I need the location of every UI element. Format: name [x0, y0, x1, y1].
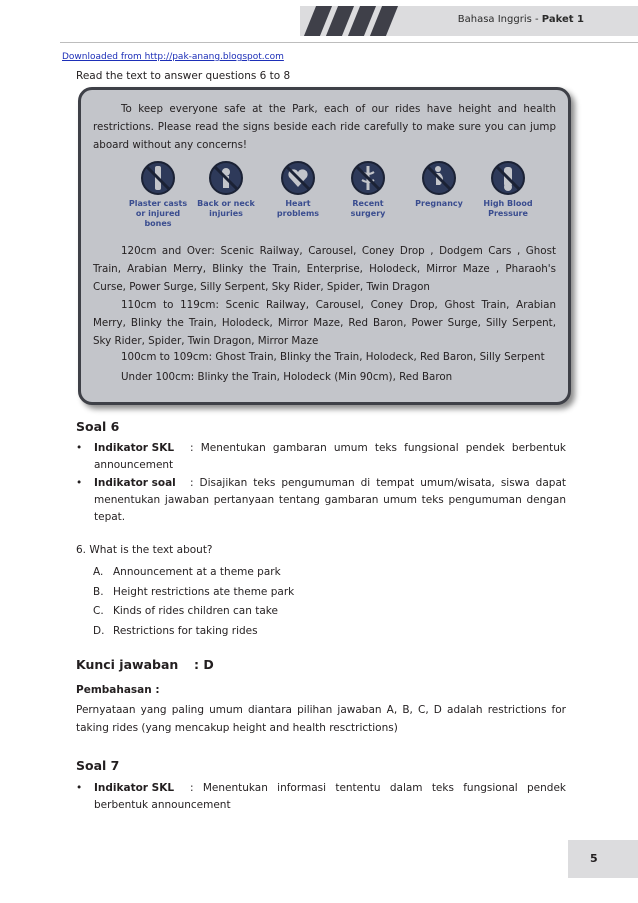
question-text: 6. What is the text about? [76, 544, 213, 556]
icon-caption: Back or neck injuries [197, 199, 255, 218]
page-number: 5 [590, 852, 598, 865]
icon-caption: Recent surgery [350, 199, 386, 218]
restriction-icons [123, 160, 543, 230]
soal7-title: Soal 7 [76, 758, 120, 773]
icon-item-pregnancy [404, 160, 474, 209]
notice-paragraph-110: 110cm to 119cm: Scenic Railway, Carousel, Coney Drop, Ghost Train, Arabian Merry, Blinky the Train, Holodeck, Mirror Maze, Red Baron, Power Surge, Silly Serpent, Sky Rider, Spider, Twin Dragon, Mirror Maze [93, 299, 556, 347]
icon-item-heart [263, 160, 333, 219]
header-paket: Paket 1 [541, 14, 584, 25]
pregnancy-icon [421, 160, 457, 196]
kunci-value: : D [194, 657, 214, 672]
icon-caption: Heart problems [276, 199, 320, 218]
soal6-indikator-soal [76, 475, 566, 527]
download-link[interactable]: Downloaded from http://pak-anang.blogspot.com [62, 52, 284, 62]
header-subject: Bahasa Inggris - [457, 14, 542, 25]
plaster-cast-icon [140, 160, 176, 196]
pembahasan-text: Pernyataan yang paling umum diantara pilihan jawaban A, B, C, D adalah restrictions for taking rides (yang mencakup height and health resctrictions) [76, 704, 566, 734]
bullet: • [76, 477, 83, 489]
icon-item-neck [191, 160, 261, 219]
icon-caption: Pregnancy [415, 199, 463, 208]
header-divider [60, 42, 638, 43]
kunci-jawaban [76, 657, 214, 672]
heart-icon [280, 160, 316, 196]
soal6-indikator-skl [76, 440, 566, 476]
notice-paragraph-under100: Under 100cm: Blinky the Train, Holodeck (Min 90cm), Red Baron [121, 371, 453, 383]
indikator-text: Indikator SKL : Menentukan informasi tententu dalam teks fungsional pendek berbentuk announcement [94, 782, 566, 811]
indikator-text: Indikator soal : Disajikan teks pengumuman di tempat umum/wisata, siswa dapat menentukan jawaban pertanyaan tentang gambaran umum teks pengumuman dengan tepat. [94, 477, 566, 523]
option-c[interactable]: C. Kinds of rides children can take [93, 605, 278, 617]
notice-intro: To keep everyone safe at the Park, each of our rides have height and health restrictions. Please read the signs beside each ride carefully to make sure you can jump aboard without any concerns! [93, 103, 556, 151]
icon-item-plaster [123, 160, 193, 229]
instruction: Read the text to answer questions 6 to 8 [76, 70, 291, 82]
kunci-label: Kunci jawaban [76, 657, 179, 672]
icon-item-blood-pressure [473, 160, 543, 219]
blood-pressure-icon [490, 160, 526, 196]
indikator-text: Indikator SKL : Menentukan gambaran umum teks fungsional pendek berbentuk announcement [94, 442, 566, 471]
soal6-title: Soal 6 [76, 419, 120, 434]
notice-paragraph-120: 120cm and Over: Scenic Railway, Carousel, Coney Drop , Dodgem Cars , Ghost Train, Arabian Merry, Blinky the Train, Enterprise, Holodeck, Mirror Maze , Pharaoh's Curse, Power Surge, Silly Serpent, Sky Rider, Spider, Twin Dragon [93, 245, 556, 293]
icon-item-surgery [333, 160, 403, 219]
page-number-tab [568, 840, 638, 878]
option-d[interactable]: D. Restrictions for taking rides [93, 625, 258, 637]
icon-caption: Plaster casts or injured bones [128, 199, 188, 228]
icon-caption: High Blood Pressure [483, 199, 533, 218]
neck-back-icon [208, 160, 244, 196]
option-b[interactable]: B. Height restrictions ate theme park [93, 586, 295, 598]
surgery-icon [350, 160, 386, 196]
option-a[interactable]: A. Announcement at a theme park [93, 566, 281, 578]
pembahasan-label: Pembahasan : [76, 684, 160, 696]
header-title [458, 14, 584, 25]
soal7-indikator-skl [76, 780, 566, 816]
bullet: • [76, 442, 83, 454]
bullet: • [76, 782, 83, 794]
notice-paragraph-100: 100cm to 109cm: Ghost Train, Blinky the Train, Holodeck, Red Baron, Silly Serpent [121, 351, 545, 363]
notice-box [78, 87, 571, 405]
